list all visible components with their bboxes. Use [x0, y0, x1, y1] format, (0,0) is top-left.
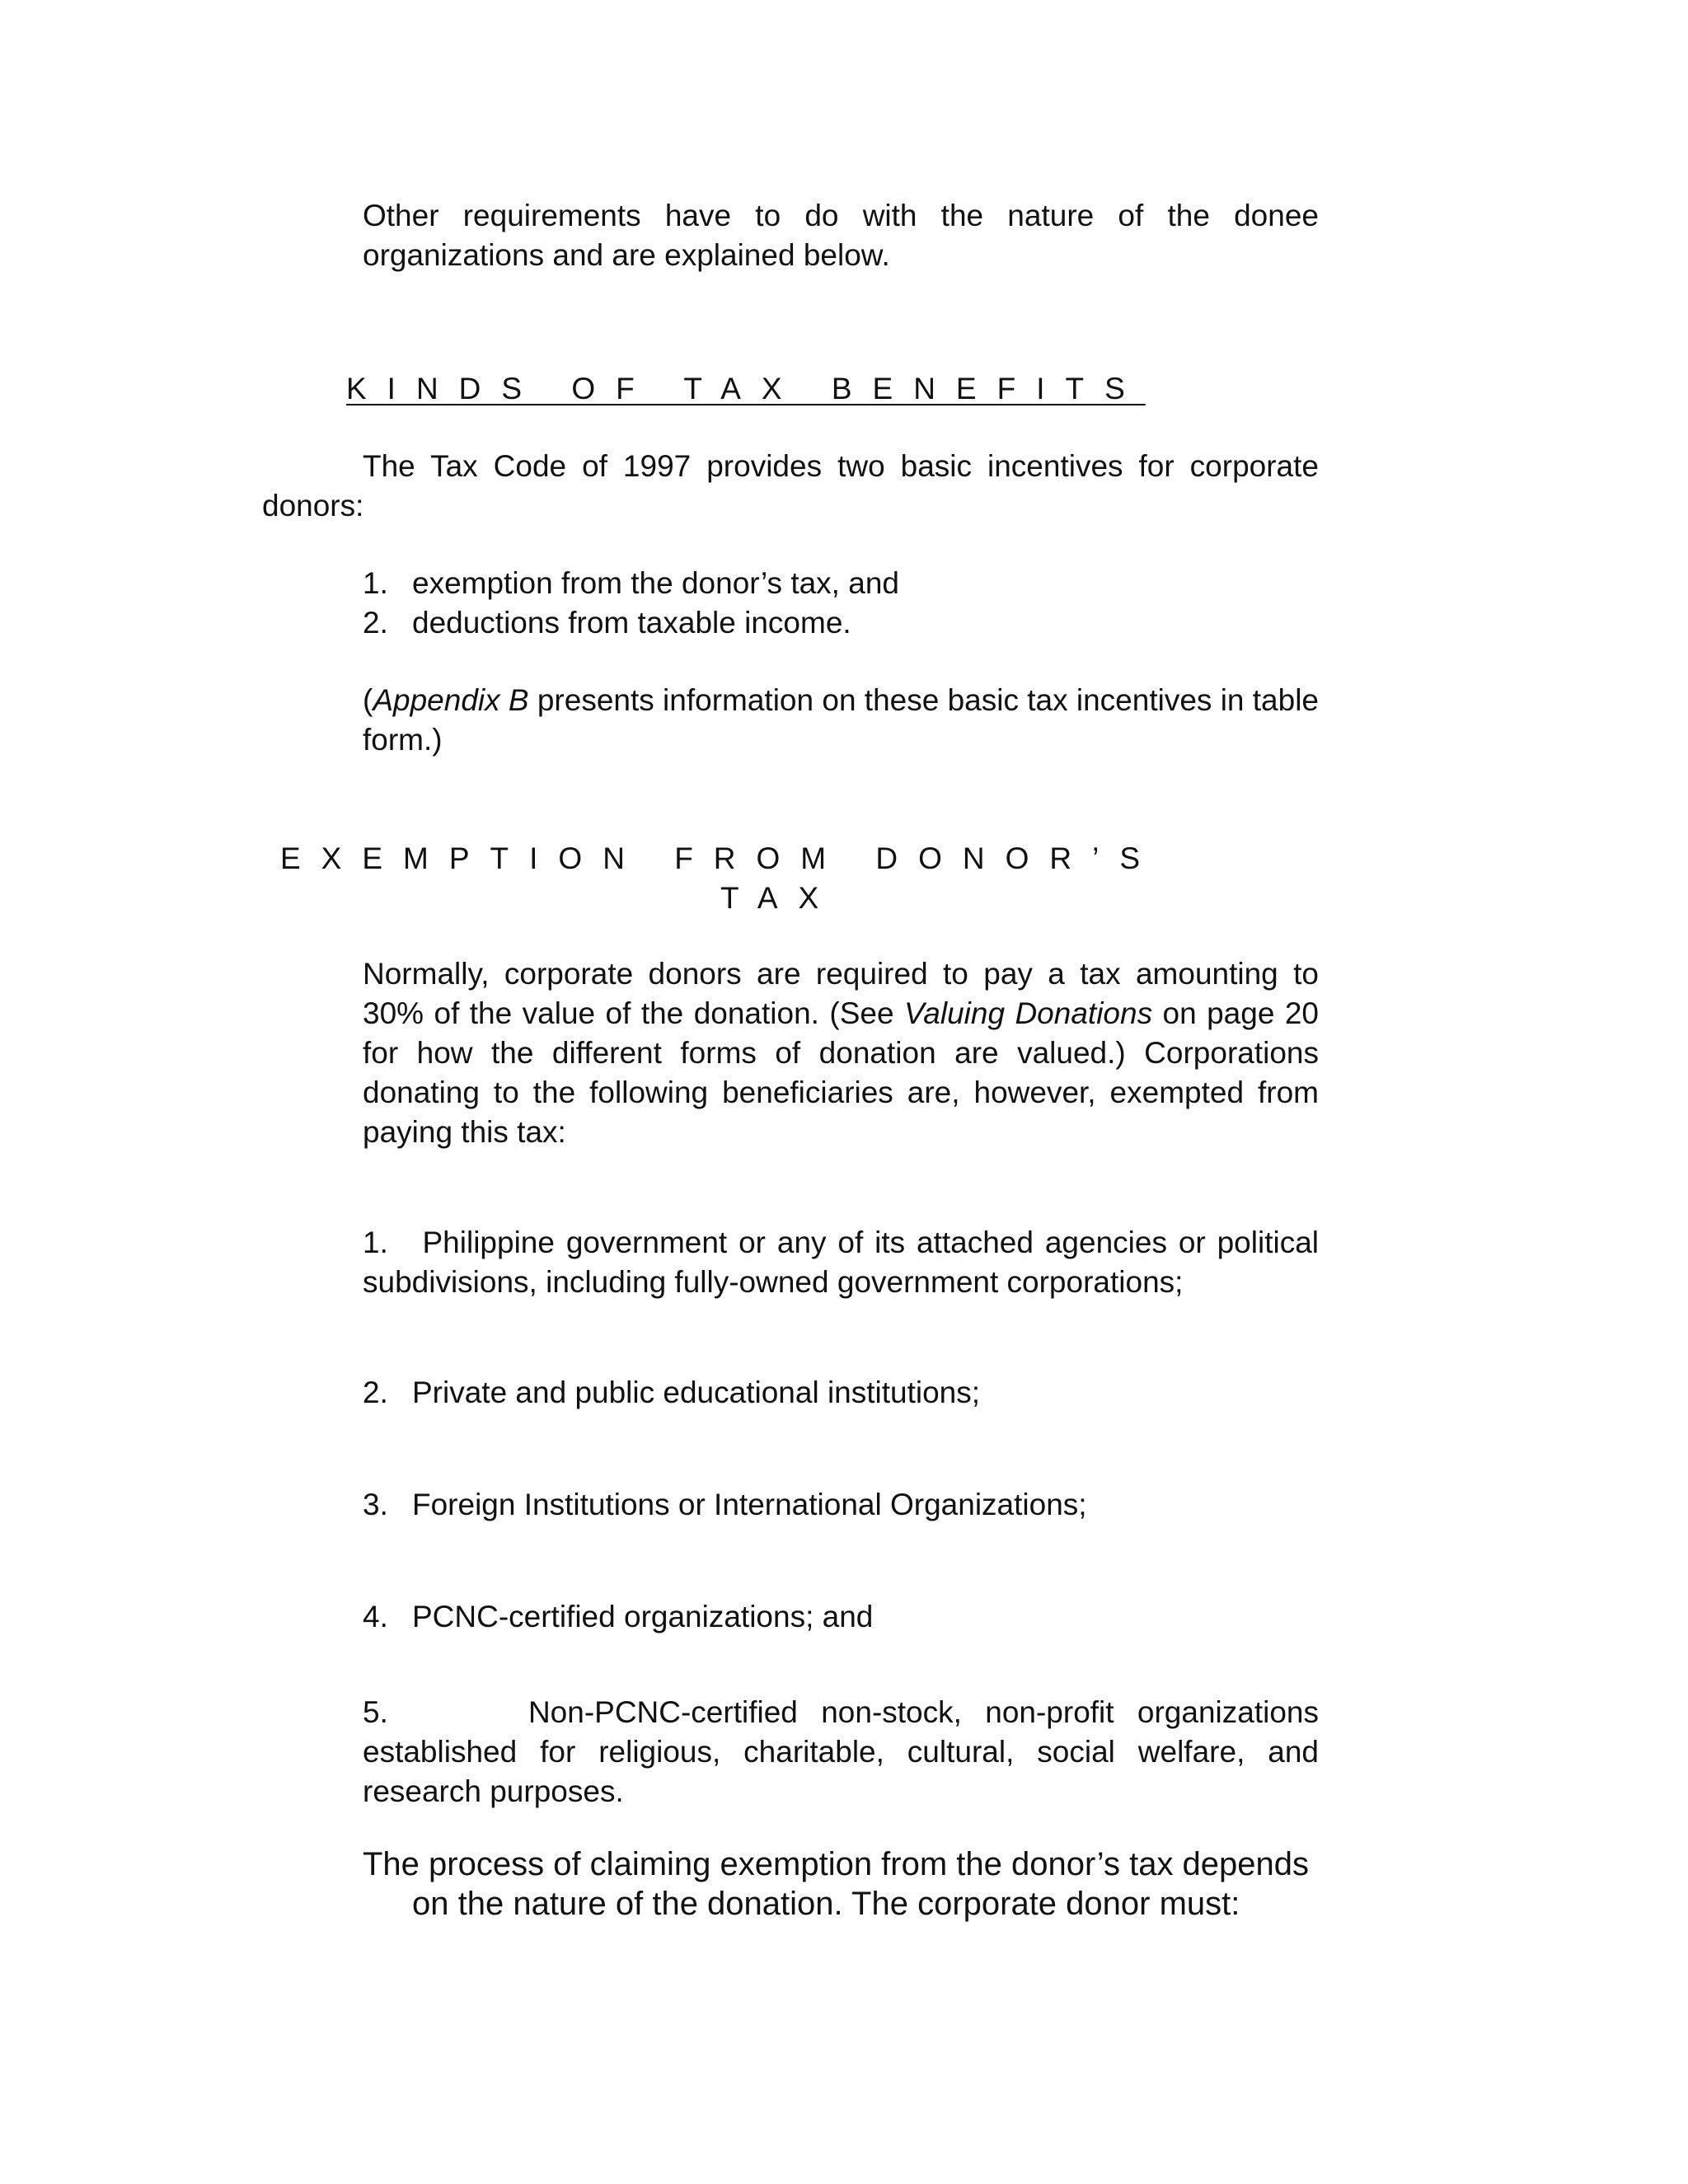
list-item-text: Foreign Institutions or International Organizations;: [412, 1488, 1087, 1521]
section-heading-kinds-of-tax-benefits: KINDS OF TAX BENEFITS: [346, 372, 1146, 405]
list-item-text: Private and public educational institutions;: [412, 1376, 981, 1409]
normally-paragraph: [363, 954, 1319, 1152]
tax-code-lead-continuation: donors:: [262, 489, 364, 523]
list-item-number: 4.: [363, 1600, 388, 1633]
list-item-text: Non-PCNC-certified non-stock, non-profit organizations established for religious, charitable, cultural, social welfare, and research purposes.: [363, 1695, 1319, 1808]
list-item-number: 2.: [363, 1376, 388, 1409]
list-item: [363, 564, 1319, 603]
list-item-number: 3.: [363, 1488, 388, 1521]
appendix-reference: Appendix B: [373, 683, 529, 717]
intro-paragraph: Other requirements have to do with the nature of the donee organizations and are explained below.: [363, 199, 1319, 272]
closing-paragraph-continuation: on the nature of the donation. The corporate donor must:: [412, 1886, 1240, 1922]
normally-text-start: Normally, corporate donors are required to pay a tax amounting to 30% of the value of the donation. (See: [363, 957, 1319, 1030]
list-item-text: PCNC-certified organizations; and: [412, 1600, 874, 1633]
tax-code-lead-line: The Tax Code of 1997 provides two basic incentives for corporate: [363, 449, 1319, 483]
appendix-note: [363, 681, 1319, 760]
normally-text-end: on page 20 for how the different forms of donation are valued.) Corporations donating to the following beneficiaries are, however, exempted from paying this tax:: [363, 996, 1319, 1149]
list-item: [363, 603, 1319, 643]
list-item-number: 5.: [363, 1695, 388, 1729]
list-item-text: deductions from taxable income.: [412, 606, 851, 640]
list-item: [363, 1373, 1319, 1413]
list-item-number: 1.: [363, 566, 388, 600]
list-item: [363, 1597, 1319, 1637]
closing-paragraph-line: The process of claiming exemption from the donor’s tax depends: [363, 1846, 1310, 1882]
appendix-note-text: presents information on these basic tax incentives in table form.): [363, 683, 1320, 757]
section-heading-exemption: EXEMPTION FROM DONOR’S: [280, 841, 1161, 875]
list-item: [363, 1485, 1319, 1525]
list-item: [363, 1693, 1319, 1811]
list-item-number: 2.: [363, 606, 388, 640]
valuing-donations-reference: Valuing Donations: [903, 996, 1153, 1030]
section-heading-exemption-continuation: TAX: [720, 881, 840, 915]
list-item-number: 1.: [363, 1226, 388, 1259]
list-item-text: Philippine government or any of its attached agencies or political subdivisions, including fully-owned government corporations;: [363, 1226, 1319, 1299]
list-item-text: exemption from the donor’s tax, and: [412, 566, 899, 600]
appendix-note-open: (: [363, 683, 373, 717]
list-item: [363, 1223, 1319, 1302]
